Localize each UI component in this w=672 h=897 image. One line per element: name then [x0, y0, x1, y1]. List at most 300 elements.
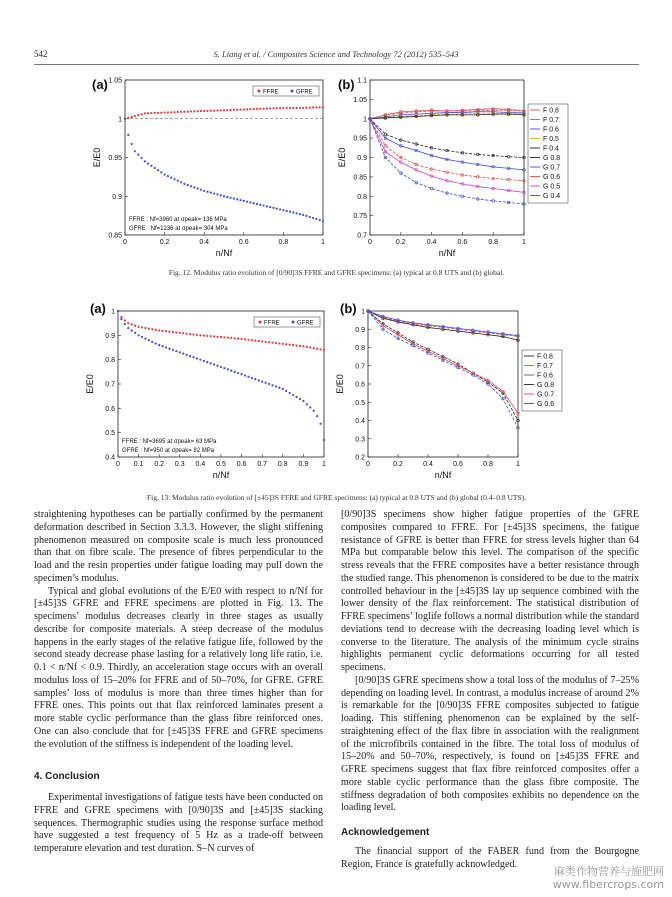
fig13b-panel-label: (b)	[340, 301, 357, 316]
fig12a-point-gfre	[276, 208, 278, 210]
fig13a-legend-label: FFRE	[264, 320, 280, 327]
fig13a-point-ffre	[295, 344, 297, 346]
fig13b-line-f0.6	[368, 311, 518, 336]
fig12a-point-gfre	[309, 216, 311, 218]
fig12a-point-ffre	[276, 107, 278, 109]
fig12a-point-gfre	[127, 134, 129, 136]
fig12a-point-gfre	[173, 178, 175, 180]
fig13a-point-gfre	[268, 383, 270, 385]
right-paragraph-2: [0/90]3S GFRE specimens show a total loss of the modulus of 7–25% depending on loading level. In contrast, a modulus increase of around 2% is remarkable for the [0/90]3S FFRE composites subjected to fatigue loading. This stiffening phenomenon can be explained by the self-straightening effect of the flax fibre in association with the realignment of the microfibrils contained in the fibre. The total loss of modulus of 15–20% and 50–70%, respectively, is found on [±45]3S FFRE and GFRE specimens suggest that flax fibre reinforced composites offer a more stable cyclic performance than the glass fibre composite. The stiffness degradation of both composites exhibits no dependence on the loading level.	[341, 674, 639, 814]
fig13a-legend-marker	[292, 321, 295, 324]
fig13a-point-gfre	[210, 362, 212, 364]
fig13a-point-ffre	[141, 326, 143, 328]
fig13a-point-ffre	[227, 337, 229, 339]
fig12a-point-ffre	[183, 111, 185, 113]
fig12a-point-ffre	[269, 107, 271, 109]
acknowledgement-heading: Acknowledgement	[341, 827, 430, 838]
fig13a-point-ffre	[199, 334, 201, 336]
fig13a-point-gfre	[282, 388, 284, 390]
fig12a-legend-marker	[258, 90, 261, 93]
fig12a-point-ffre	[177, 111, 179, 113]
fig12b-legend-label: G 0.5	[543, 183, 561, 191]
fig12a-point-ffre	[193, 110, 195, 112]
fig12a-point-ffre	[279, 107, 281, 109]
fig13b-legend-label: G 0.7	[537, 391, 555, 399]
fig12a-point-ffre	[131, 116, 133, 118]
fig13a-point-gfre	[175, 350, 177, 352]
fig13a-point-ffre	[172, 331, 174, 333]
fig13a-ytick-label: 0.6	[105, 405, 115, 413]
fig12a-point-ffre	[263, 108, 265, 110]
fig12a-point-gfre	[213, 192, 215, 194]
fig12b-line-g0.4	[370, 119, 524, 204]
fig12a-point-ffre	[259, 108, 261, 110]
fig12a-point-gfre	[154, 167, 156, 169]
fig13b-ytick-label: 0.5	[355, 399, 365, 407]
fig13b-ytick-label: 0.2	[355, 454, 365, 462]
fig12a-annotation-gfre: GFRE : Nf=1236 at σpeak= 304 MPa	[129, 226, 228, 232]
fig12a-point-gfre	[193, 186, 195, 188]
fig13a-point-ffre	[292, 344, 294, 346]
fig13a-point-ffre	[148, 328, 150, 330]
fig12a-point-ffre	[243, 108, 245, 110]
watermark-line-1: 麻类作物营养与施肥网	[554, 865, 664, 878]
fig13a-point-ffre	[210, 335, 212, 337]
fig13a-ytick-label: 0.4	[105, 454, 115, 462]
fig12b-ytick-label: 0.95	[353, 135, 367, 143]
watermark-line-2: www.fibercrops.com	[552, 878, 664, 891]
fig13a-point-ffre	[275, 342, 277, 344]
fig13a-point-ffre	[158, 329, 160, 331]
fig13a-xtick-label: 0.4	[195, 461, 206, 468]
fig13a-point-gfre	[323, 439, 325, 441]
fig12a-point-ffre	[203, 110, 205, 112]
fig13a-ytick-label: 1	[111, 308, 115, 316]
fig13a-point-gfre	[220, 366, 222, 368]
fig12a-xtick-label: 0.6	[238, 239, 249, 246]
fig13a-point-ffre	[192, 333, 194, 335]
fig12a-point-gfre	[144, 160, 146, 162]
fig13a-point-ffre	[134, 325, 136, 327]
fig12a-point-gfre	[292, 211, 294, 213]
fig12b-ytick-label: 0.7	[357, 232, 367, 240]
fig12b-line-g0.7	[370, 119, 524, 170]
fig13a-point-gfre	[289, 392, 291, 394]
fig13a-point-gfre	[134, 332, 136, 334]
fig13a-point-ffre	[234, 337, 236, 339]
fig12b-legend-label: G 0.6	[543, 174, 561, 181]
fig13a-point-ffre	[265, 341, 267, 343]
figure13-caption: Fig. 13. Modulus ratio evolution of [±45]3S FFRE and GFRE specimens: (a) typical at 0.8 UTS and (b) global (0.4–0.8 UTS).	[146, 493, 527, 502]
fig13a-point-gfre	[124, 323, 126, 325]
fig12b-xtick-label: 1	[522, 239, 526, 246]
fig12a-ytick-label: 0.95	[108, 155, 122, 162]
fig12a-point-ffre	[282, 107, 284, 109]
fig12a-point-gfre	[134, 150, 136, 152]
fig12a-xtick-label: 0.4	[199, 239, 210, 246]
fig12a-point-ffre	[233, 109, 235, 111]
fig12a-point-gfre	[160, 171, 162, 173]
left-paragraph-3: Experimental investigations of fatigue tests have been conducted on FFRE and GFRE specimens with [0/90]3S and [±45]3S stacking sequences. Thermographic studies using the response surface method have suggested a test frequency of 5 Hz as a trade-off between temperature elevation and test duration. S–N curves of	[34, 792, 323, 854]
fig13a-point-gfre	[309, 406, 311, 408]
fig13b-xtick-label: 0.8	[483, 461, 493, 468]
fig13b-ytick-label: 0.4	[355, 418, 365, 425]
fig13a-point-gfre	[162, 345, 164, 347]
fig12b-marker	[384, 145, 387, 148]
fig12a-xtick-label: 0.2	[159, 239, 170, 246]
fig13a-point-gfre	[141, 336, 143, 338]
fig12a-point-ffre	[315, 106, 317, 108]
fig13a-point-ffre	[131, 323, 133, 325]
fig12a-point-ffre	[230, 109, 232, 111]
fig12a-point-gfre	[289, 211, 291, 213]
fig12a-point-gfre	[312, 217, 314, 219]
fig13a-point-gfre	[189, 355, 191, 357]
fig12b-legend-label: G 0.4	[543, 193, 561, 200]
fig12a-point-ffre	[190, 110, 192, 112]
fig12a-point-gfre	[216, 193, 218, 195]
fig12a-point-gfre	[170, 177, 172, 179]
fig12a-point-ffre	[296, 107, 298, 109]
fig13a-ytick-label: 0.5	[105, 430, 115, 438]
fig13a-ytick-label: 0.8	[105, 357, 115, 365]
fig12a-xtick-label: 0.8	[278, 239, 289, 246]
fig13a-point-gfre	[165, 346, 167, 348]
fig13a-point-ffre	[220, 336, 222, 338]
fig13a-point-ffre	[182, 332, 184, 334]
fig13a-ytick-label: 0.7	[105, 381, 115, 389]
fig13a-point-gfre	[196, 357, 198, 359]
fig13a-point-ffre	[313, 347, 315, 349]
fig12a-point-gfre	[246, 201, 248, 203]
fig13b-xtick-label: 0.4	[423, 461, 433, 468]
fig13a-point-gfre	[244, 374, 246, 376]
fig12a-point-gfre	[180, 181, 182, 183]
fig13a-point-ffre	[120, 316, 122, 318]
fig13a-point-gfre	[179, 351, 181, 353]
fig12a-point-ffre	[249, 108, 251, 110]
fig13a-point-gfre	[302, 400, 304, 402]
fig13a-point-gfre	[199, 359, 201, 361]
right-column	[341, 509, 639, 871]
fig12b-legend-label: F 0.5	[543, 136, 559, 143]
fig12b-ytick-label: 1.1	[357, 77, 367, 85]
fig13a-point-gfre	[127, 327, 129, 329]
fig12a-point-ffre	[292, 107, 294, 109]
fig13a-point-ffre	[244, 338, 246, 340]
fig12a-xtick-label: 0	[123, 239, 127, 246]
fig12a-point-ffre	[144, 112, 146, 114]
fig12a-point-gfre	[220, 194, 222, 196]
fig12a-point-ffre	[226, 109, 228, 111]
fig13a-point-ffre	[302, 345, 304, 347]
fig13b-xtick-label: 1	[516, 461, 520, 468]
fig12a-point-gfre	[296, 212, 298, 214]
fig12a-point-ffre	[127, 117, 129, 119]
fig13a-point-ffre	[271, 342, 273, 344]
fig13a-point-ffre	[175, 331, 177, 333]
fig13a-point-ffre	[316, 348, 318, 350]
fig12a-point-ffre	[137, 114, 139, 116]
fig13a-point-ffre	[237, 338, 239, 340]
fig13a-point-gfre	[182, 352, 184, 354]
fig12a-point-gfre	[233, 197, 235, 199]
fig12a-point-gfre	[167, 175, 169, 177]
fig13a-point-gfre	[230, 370, 232, 372]
fig13a-point-gfre	[131, 329, 133, 331]
fig12a-point-ffre	[216, 109, 218, 111]
fig12b-ytick-label: 1	[363, 116, 367, 124]
fig12a-point-gfre	[272, 207, 274, 209]
fig13a-point-ffre	[186, 333, 188, 335]
fig12a-ytick-label: 1.05	[108, 77, 122, 85]
fig12a-point-ffre	[236, 109, 238, 111]
fig13a-point-gfre	[247, 376, 249, 378]
right-paragraph-1: [0/90]3S specimens show higher fatigue properties of the GFRE composites compared to FFRE. For [±45]3S specimens, the fatigue resistance of GFRE is better than FFRE for stress levels higher than 64 MPa but comparable below this level. The comparison of the specific stress reveals that the FFRE composites have a better resistance through the studied range. This phenomenon is considered to be due to the matrix controlled behaviour in the [±45]3S lay up sequence combined with the lower density of the flax reinforcement. The statistical distribution of FFRE specimens’ loglife follows a normal distribution while the standard deviations tend to decrease with the decreasing loading level which is converse to the literature. The analysis of the minimum cycle strains highlights permanent cyclic deformations occurring for all tested specimens.	[341, 509, 639, 673]
right-paragraph-3: The financial support of the FABER fund from the Bourgogne Region, France is gratefully acknowledged.	[341, 845, 639, 870]
fig13a-point-gfre	[285, 390, 287, 392]
fig13a-point-ffre	[289, 344, 291, 346]
fig12a-point-gfre	[253, 202, 255, 204]
fig12a-point-gfre	[259, 204, 261, 206]
fig12a-point-ffre	[239, 108, 241, 110]
fig13a-point-ffre	[319, 348, 321, 350]
fig12a-point-ffre	[253, 108, 255, 110]
fig12a-point-ffre	[256, 108, 258, 110]
fig13a-point-ffre	[278, 342, 280, 344]
fig12a-point-gfre	[200, 189, 202, 191]
fig13a-point-gfre	[120, 318, 122, 320]
left-paragraph-2: Typical and global evolutions of the E/E0 with respect to n/Nf for [±45]3S GFRE and FFRE specimens are plotted in Fig. 13. The specimens’ modulus decreases clearly in three stages as usually describe for composite materials. A steep decrease of the modulus happens in the early stages of the relative fatigue life, followed by the second steady decrease phase lasting for a relatively long life ratio, i.e. 0.1 < n/Nf < 0.9. Thirdly, an acceleration stage occurs with an overall modulus loss of 15–20% for FFRE and of 50–70%, for GFRE. GFRE samples’ loss of modulus is more than three times higher than for FFRE ones. This points out that flax reinforced laminates present a more stable cyclic performance than the glass fibre reinforced ones. One can also conclude that for [±45]3S FFRE and GFRE specimens the evolution of the stiffness is independent of the loading level.	[34, 585, 323, 750]
fig13a-point-gfre	[265, 382, 267, 384]
fig12a-point-gfre	[269, 206, 271, 208]
fig13a-xtick-label: 0	[116, 461, 120, 468]
fig13a-point-ffre	[179, 332, 181, 334]
fig13a-panel-label: (a)	[90, 301, 106, 316]
fig13a-point-ffre	[155, 329, 157, 331]
fig12a-point-gfre	[131, 143, 133, 145]
fig12b-ytick-label: 0.9	[357, 155, 367, 162]
fig12a-ylabel: E/E0	[92, 147, 102, 168]
fig13a-frame	[118, 311, 324, 457]
fig12a-point-ffre	[160, 112, 162, 114]
fig12a-point-ffre	[157, 112, 159, 114]
running-title: S. Liang et al. / Composites Science and Technology 72 (2012) 535–543	[213, 49, 459, 59]
fig13a-legend-label: GFRE	[297, 320, 314, 327]
fig12b-panel-label: (b)	[338, 77, 355, 92]
fig13a-ytick-label: 0.9	[105, 332, 115, 340]
fig13a-point-gfre	[254, 378, 256, 380]
fig13a-point-ffre	[251, 339, 253, 341]
fig13a-point-gfre	[234, 371, 236, 373]
fig12a-point-gfre	[286, 210, 288, 212]
fig12a-point-ffre	[223, 109, 225, 111]
fig13a-xtick-label: 0.6	[236, 461, 247, 468]
fig12a-point-ffre	[140, 113, 142, 115]
fig12a-point-gfre	[137, 154, 139, 156]
fig13a-point-gfre	[158, 344, 160, 346]
fig12a-point-ffre	[286, 107, 288, 109]
fig13a-point-ffre	[230, 337, 232, 339]
fig13a-point-gfre	[168, 348, 170, 350]
fig12a-point-ffre	[173, 111, 175, 113]
fig13a-point-gfre	[223, 367, 225, 369]
fig13a-point-gfre	[192, 356, 194, 358]
fig13a-xtick-label: 1	[322, 461, 326, 468]
fig12b-line-g0.5	[370, 119, 524, 193]
fig12a-point-gfre	[319, 219, 321, 221]
fig13b-legend-label: F 0.7	[537, 363, 553, 370]
fig13a-point-gfre	[213, 363, 215, 365]
fig13b-ytick-label: 0.8	[355, 345, 365, 352]
fig13a-point-gfre	[306, 403, 308, 405]
fig12a-point-gfre	[302, 214, 304, 216]
fig12a-point-ffre	[200, 110, 202, 112]
fig12a-point-gfre	[279, 208, 281, 210]
fig12a-point-gfre	[183, 183, 185, 185]
fig12a-point-ffre	[319, 106, 321, 108]
fig13b-ytick-label: 0.7	[355, 363, 365, 371]
fig13b-legend-label: G 0.8	[537, 382, 555, 389]
fig12a-ytick-label: 0.85	[108, 232, 122, 240]
fig13a-point-ffre	[138, 326, 140, 328]
fig12a-point-gfre	[147, 162, 149, 164]
fig13a-point-gfre	[313, 410, 315, 412]
fig13b-ytick-label: 0.9	[355, 326, 365, 334]
fig13a-point-ffre	[124, 319, 126, 321]
fig12a-point-gfre	[322, 220, 324, 222]
fig12b-frame	[370, 80, 524, 235]
fig13a-point-ffre	[168, 331, 170, 333]
fig13a-xtick-label: 0.2	[154, 461, 165, 468]
fig12b-xtick-label: 0.8	[488, 239, 499, 246]
fig12a-point-ffre	[150, 112, 152, 114]
fig13b-xtick-label: 0.6	[453, 461, 463, 468]
fig12b-xtick-label: 0.2	[395, 239, 406, 246]
fig13a-point-gfre	[172, 349, 174, 351]
fig13a-point-ffre	[309, 346, 311, 348]
fig12b-xtick-label: 0.4	[426, 239, 437, 246]
fig12a-point-gfre	[249, 201, 251, 203]
fig13a-point-ffre	[241, 338, 243, 340]
fig12b-legend-label: G 0.7	[543, 164, 561, 172]
fig13a-point-ffre	[299, 345, 301, 347]
fig13a-point-ffre	[261, 340, 263, 342]
left-column	[34, 509, 323, 856]
fig12a-point-ffre	[266, 107, 268, 109]
fig12a-annotation-ffre: FFRE : Nf=3960 at σpeak= 136 MPa	[129, 217, 227, 223]
fig13a-point-gfre	[295, 396, 297, 398]
fig12a-point-ffre	[210, 110, 212, 112]
fig13a-point-gfre	[316, 415, 318, 417]
fig13a-annotation-ffre: FFRE : Nf=3695 at σpeak= 63 MPa	[122, 439, 217, 445]
fig12b-xtick-label: 0.6	[457, 239, 468, 246]
fig13a-annotation-gfre: GFRE : Nf=950 at σpeak= 82 MPa	[122, 448, 215, 454]
fig12b-legend-label: F 0.8	[543, 107, 559, 115]
fig12a-xtick-label: 1	[321, 239, 325, 246]
fig12a-point-ffre	[299, 107, 301, 109]
fig13a-point-ffre	[213, 335, 215, 337]
figure12-caption: Fig. 12. Modulus ratio evolution of [0/90]3S FFRE and GFRE specimens: (a) typical at 0.8 UTS and (b) global.	[168, 268, 505, 277]
fig13a-point-ffre	[285, 343, 287, 345]
fig12a-point-ffre	[305, 107, 307, 109]
fig12a-point-ffre	[134, 115, 136, 117]
fig12b-xtick-label: 0	[368, 239, 372, 246]
fig13a-point-gfre	[227, 368, 229, 370]
fig12a-point-ffre	[180, 111, 182, 113]
fig13a-point-gfre	[138, 334, 140, 336]
fig12b-legend-label: G 0.8	[543, 155, 561, 162]
fig13a-point-ffre	[151, 328, 153, 330]
fig12a-point-gfre	[315, 218, 317, 220]
fig12a-point-gfre	[305, 215, 307, 217]
fig12b-xlabel: n/Nf	[438, 248, 456, 258]
fig12a-point-gfre	[150, 165, 152, 167]
fig13a-point-ffre	[162, 330, 164, 332]
fig12a-point-ffre	[322, 106, 324, 108]
fig13a-xtick-label: 0.9	[298, 461, 309, 468]
fig12a-point-gfre	[226, 196, 228, 198]
fig13a-point-ffre	[223, 336, 225, 338]
fig12a-ytick-label: 1	[118, 116, 122, 124]
fig13b-ytick-label: 1	[361, 308, 365, 316]
fig12b-ytick-label: 0.75	[353, 213, 367, 221]
fig12a-point-gfre	[157, 169, 159, 171]
fig13a-xtick-label: 0.3	[174, 461, 185, 468]
fig13a-point-ffre	[203, 335, 205, 337]
fig13b-legend-label: F 0.6	[537, 372, 553, 380]
fig12a-point-ffre	[302, 107, 304, 109]
fig13a-point-ffre	[165, 330, 167, 332]
fig12a-point-ffre	[246, 108, 248, 110]
fig12a-point-ffre	[272, 107, 274, 109]
fig12a-point-gfre	[236, 198, 238, 200]
fig13a-point-gfre	[275, 385, 277, 387]
fig13a-point-ffre	[323, 349, 325, 351]
fig12a-legend-marker	[291, 90, 294, 93]
fig13a-point-ffre	[196, 334, 198, 336]
fig13a-point-gfre	[148, 339, 150, 341]
fig13a-point-gfre	[319, 423, 321, 425]
fig13a-xtick-label: 0.1	[133, 461, 144, 468]
fig12a-point-gfre	[263, 204, 265, 206]
fig12a-point-ffre	[170, 111, 172, 113]
fig12a-point-gfre	[140, 157, 142, 159]
fig13a-point-gfre	[216, 365, 218, 367]
fig13a-point-ffre	[127, 322, 129, 324]
fig12a-point-ffre	[206, 110, 208, 112]
fig13a-point-ffre	[258, 340, 260, 342]
fig12b-legend-label: F 0.4	[543, 145, 559, 153]
fig13a-point-gfre	[117, 310, 119, 312]
fig13a-point-ffre	[247, 339, 249, 341]
fig12a-point-gfre	[197, 187, 199, 189]
fig12b-legend-label: F 0.6	[543, 126, 559, 134]
fig12a-point-ffre	[187, 111, 189, 113]
fig12a-point-ffre	[309, 107, 311, 109]
fig13a-point-ffre	[282, 343, 284, 345]
left-paragraph-1: straightening hypotheses can be partially confirmed by the permanent deformation described in Section 3.3.3. However, the slight stiffening phenomenon measured on composite scale is much less pronounced than that on fibre scale. The presence of fibres perpendicular to the load and the resin properties under fatigue loading may pull down the specimen’s modulus.	[34, 509, 323, 584]
fig12a-point-gfre	[210, 192, 212, 194]
fig12b-line-g0.6	[370, 119, 524, 181]
fig13b-legend-label: G 0.6	[537, 401, 555, 408]
fig12a-point-gfre	[187, 184, 189, 186]
fig12a-point-gfre	[230, 197, 232, 199]
fig13a-point-gfre	[292, 394, 294, 396]
fig12a-point-gfre	[299, 213, 301, 215]
fig12a-point-ffre	[147, 112, 149, 114]
watermark	[553, 865, 664, 891]
